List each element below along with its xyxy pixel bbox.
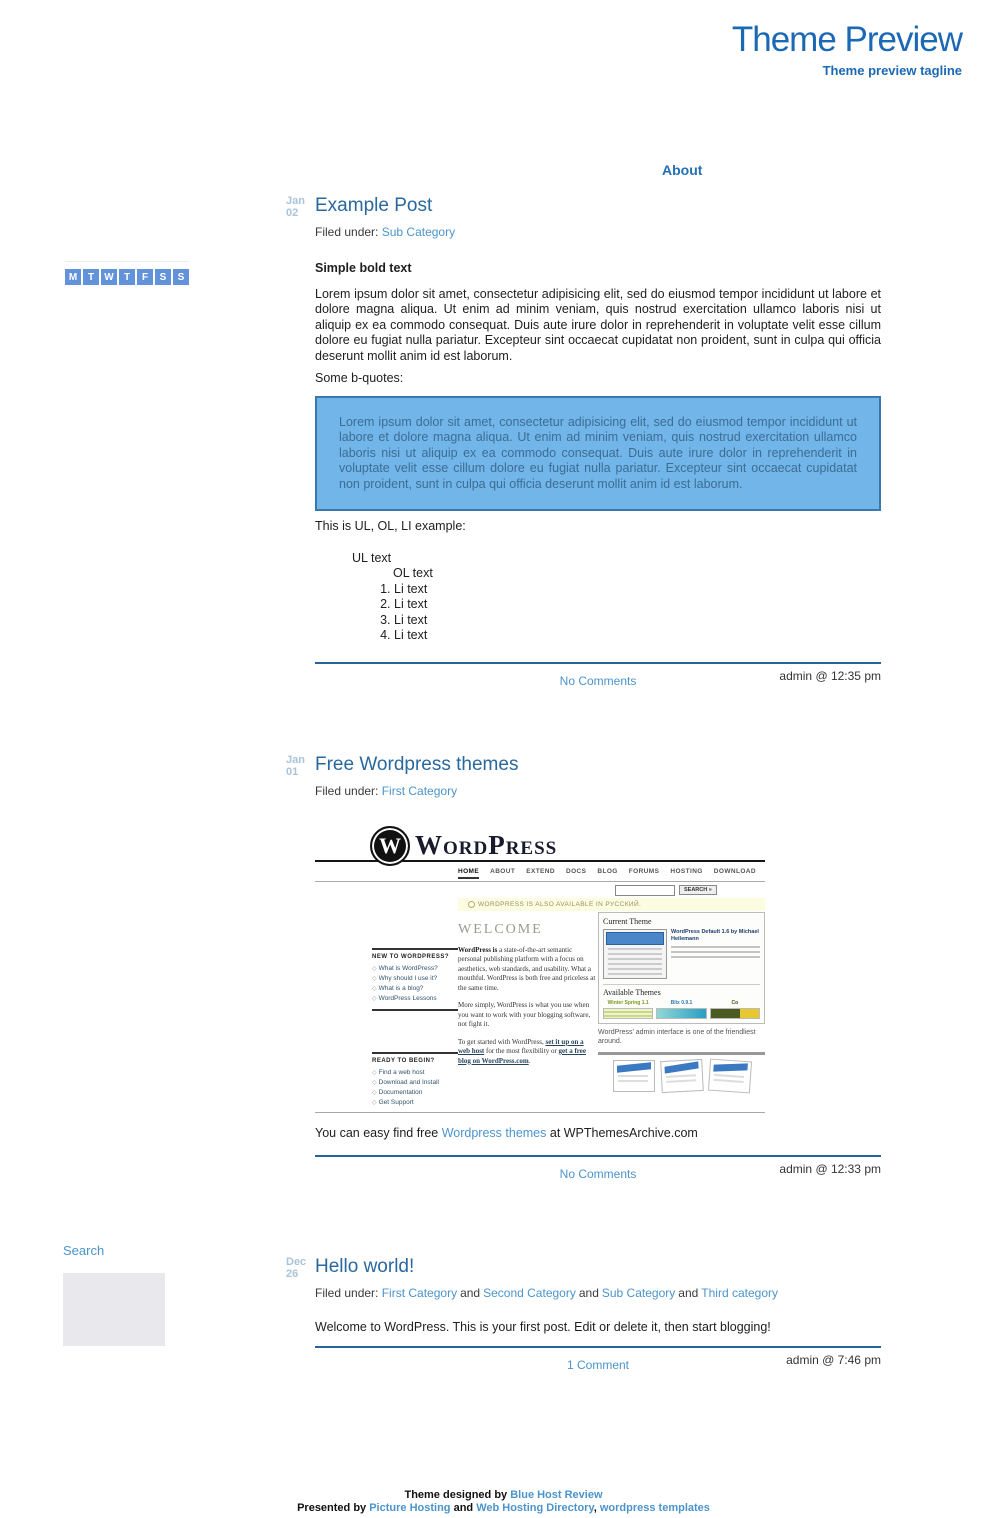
post-date [286,195,312,219]
globe-icon [468,901,475,908]
screenshot-sidebar-new [372,948,458,1011]
calendar-day-header: M [65,269,81,285]
screenshot-nav-item: ABOUT [490,867,516,875]
web-hosting-directory-link[interactable]: Web Hosting Directory [476,1502,594,1514]
footer-line-1 [0,1489,1007,1502]
current-theme-box [598,912,765,1024]
post-hello-world [286,1251,881,1378]
calendar-widget [65,261,189,285]
screenshot-search-input [615,885,675,896]
sidebar-link: ◇ What is a blog? [372,984,424,992]
theme-preview: Winter Spring 1.1 [603,1000,653,1019]
post-body [315,1126,881,1142]
footer-text: and [450,1502,477,1514]
post-filed-under [315,784,881,798]
screenshot-nav-item: BLOG [597,867,618,875]
theme-thumbnail [656,1008,706,1019]
body-text: at WPThemesArchive.com [546,1125,698,1140]
post-body [315,261,881,644]
post-date-month: Dec [286,1256,307,1268]
blue-host-review-link[interactable]: Blue Host Review [510,1489,603,1501]
screenshot-welcome-column [458,922,596,1067]
diamond-bullet-icon: ◇ [372,1079,377,1086]
screenshot-nav-item: EXTEND [526,867,555,875]
comments-link[interactable]: 1 Comment [566,1357,630,1372]
screenshot-search-button: SEARCH » [679,885,717,895]
wordpress-themes-link[interactable]: Wordpress themes [441,1125,547,1140]
sidebar-section-title: NEW TO WORDPRESS? [372,948,458,960]
post-meta-row [315,1155,881,1187]
category-link[interactable]: Sub Category [601,1286,676,1300]
footer-text: , [593,1502,600,1514]
comments-link[interactable]: No Comments [559,673,637,688]
wordpress-logotype: WordPress [415,830,558,860]
post-example-post [286,190,881,694]
calendar-day-headers [65,269,189,285]
footer-text: Theme designed by [404,1489,511,1501]
post-date-month: Jan [286,753,305,766]
blockquote: Lorem ipsum dolor sit amet, consectetur adipisicing elit, sed do eiusmod tempor incididunt ut labore et dolore magna aliqua. Ut enim ad minim veniam, quis nostrud exercitation ullamco laboris nisi ut aliquip ex ea commodo consequat. Duis aute irure dolor in reprehenderit in voluptate velit esse cillum dolore eu fugiat nulla pariatur. Excepteur sint occaecat cupidatat non proident, sunt in culpa qui officia deserunt mollit anim id est laborum. [315,396,881,512]
category-separator: and [678,1286,699,1300]
post-author-time: admin @ 7:46 pm [786,1352,881,1367]
post-date-month: Jan [286,195,305,207]
site-title[interactable]: Theme Preview [731,20,962,59]
theme-card-image [707,1058,751,1093]
filed-under-label: Filed under: [315,1286,379,1300]
diamond-bullet-icon: ◇ [372,1089,377,1096]
theme-cards-strip [598,1052,765,1092]
screenshot-nav [458,868,756,879]
ul-text-item: UL text [352,550,392,565]
post-body: Welcome to WordPress. This is your first post. Edit or delete it, then start blogging! [315,1320,771,1334]
category-list [382,1286,778,1300]
calendar-day-header: S [173,269,189,285]
category-link[interactable]: Sub Category [381,225,456,239]
search-placeholder-box [63,1273,165,1346]
post-title[interactable]: Example Post [315,195,433,216]
category-link[interactable]: Third category [701,1286,778,1300]
sidebar-link: ◇ Find a web host [372,1068,425,1076]
diamond-bullet-icon: ◇ [372,975,377,982]
diamond-bullet-icon: ◇ [372,965,377,972]
current-theme-name: WordPress Default 1.6 by Michael Heilemann [671,928,759,942]
diamond-bullet-icon: ◇ [372,985,377,992]
theme-card-image [660,1058,704,1092]
post-author-time: admin @ 12:35 pm [779,668,881,683]
theme-card-image [613,1060,655,1092]
post-filed-under [315,1286,881,1300]
sidebar-link: ◇ Get Support [372,1098,414,1106]
post-date-day: 26 [286,1268,299,1280]
sidebar-link: ◇ Download and Install [372,1078,439,1086]
footer [0,1489,1007,1515]
filed-under-label: Filed under: [315,783,379,798]
category-list [382,784,457,798]
wordpress-site-screenshot-image [315,824,765,1113]
post-free-wordpress-themes [286,749,881,1188]
category-link[interactable]: First Category [381,783,458,798]
screenshot-nav-item: FORUMS [628,867,660,875]
category-list [382,225,455,239]
post-title[interactable]: Free Wordpress themes [315,753,519,775]
sidebar-link: ◇ What is WordPress? [372,964,438,972]
wordpress-w-icon: W [370,826,410,866]
welcome-heading: WELCOME [458,921,543,937]
sidebar-links [372,964,458,1011]
diamond-bullet-icon: ◇ [372,1069,377,1076]
post-date [286,1256,312,1280]
footer-text: Presented by [297,1502,370,1514]
screenshot-nav-item: DOWNLOAD [713,867,756,875]
footer-line-2 [0,1502,1007,1515]
notice-text: WORDPRESS IS ALSO AVAILABLE IN РУССКИЙ. [478,900,642,908]
sidebar-link: ◇ Documentation [372,1088,423,1096]
category-link[interactable]: First Category [381,1286,458,1300]
category-separator: and [578,1286,599,1300]
filed-under-label: Filed under: [315,225,379,239]
ol-text-item: OL text [393,566,433,580]
diamond-bullet-icon: ◇ [372,995,377,1002]
wordpress-templates-link[interactable]: wordpress templates [599,1502,710,1514]
list-item: 2. Li text [394,597,881,613]
search-widget [63,1243,165,1346]
post-meta-row [315,1346,881,1378]
screenshot-nav-item: HOSTING [670,867,703,875]
calendar-day-header: F [137,269,153,285]
calendar-day-header: S [155,269,171,285]
screenshot-nav-item: HOME [458,868,479,879]
post-title[interactable]: Hello world! [315,1256,415,1277]
sidebar-link: ◇ WordPress Lessons [372,994,437,1002]
lorem-paragraph: Lorem ipsum dolor sit amet, consectetur adipisicing elit, sed do eiusmod tempor incididunt ut labore et dolore magna aliqua. Ut enim ad minim veniam, quis nostrud exercitation ullamco laboris nisi ut aliquip ex ea commodo consequat. Duis aute irure dolor in reprehenderit in voluptate velit esse cillum dolore eu fugiat nulla pariatur. Excepteur sint occaecat cupidatat non proident, sunt in culpa qui officia deserunt mollit anim id est laborum. [315,286,881,363]
post-filed-under [315,225,881,239]
post-date-day: 01 [286,765,299,778]
list-item: 1. Li text [394,582,881,598]
admin-interface-thumbnail [603,929,667,979]
ordered-list [315,582,881,644]
list-item: 3. Li text [394,613,881,629]
nav-link-about[interactable]: About [662,162,703,178]
screenshot-sidebar-begin [372,1052,458,1113]
available-themes-row [603,1000,760,1019]
post-date-day: 02 [286,207,299,219]
bold-text-line: Simple bold text [315,261,412,275]
current-theme-title: Current Theme [603,916,652,926]
screenshot-search [615,885,717,896]
blockquote-intro: Some b-quotes: [315,371,404,385]
available-themes-title: Available Themes [603,984,760,997]
screenshot-theme-column [598,912,765,1092]
welcome-paragraph-2: More simply, WordPress is what you use when you want to work with your blogging software, not fight it. [458,1001,591,1028]
sidebar-links [372,1068,458,1113]
theme-preview: Co [710,1000,760,1019]
admin-caption: WordPress' admin interface is one of the friendliest around. [598,1028,756,1045]
calendar-day-header: W [101,269,117,285]
diamond-bullet-icon: ◇ [372,1099,377,1106]
welcome-paragraph-1: WordPress is a state-of-the-art semantic personal publishing platform with a focus on aesthetics, web standards, and usability. What a mouthful. WordPress is both free and priceless at the same time. [458,945,596,992]
search-widget-title: Search [63,1243,105,1258]
calendar-day-header: T [119,269,135,285]
sidebar-link: ◇ Why should I use it? [372,974,438,982]
post-date [286,754,312,778]
theme-preview: Blix 0.9.1 [656,1000,706,1019]
post-author-time: admin @ 12:33 pm [779,1162,881,1176]
post-meta-row [315,662,881,694]
comments-link[interactable]: No Comments [559,1167,637,1181]
category-separator: and [460,1286,481,1300]
wordpress-logo [370,826,557,866]
theme-thumbnail [603,1008,653,1019]
picture-hosting-link[interactable]: Picture Hosting [369,1502,451,1514]
welcome-paragraph-3: To get started with WordPress, set it up on a web host for the most flexibility or get a free blog on WordPress.com. [458,1037,586,1065]
site-tagline: Theme preview tagline [822,63,962,78]
calendar-day-header: T [83,269,99,285]
screenshot-divider [315,881,765,882]
list-item: 4. Li text [394,628,881,644]
theme-thumbnail [710,1008,760,1019]
body-text: You can easy find free [315,1125,442,1140]
sidebar-section-title: READY TO BEGIN? [372,1052,458,1064]
main-content [286,190,881,1378]
screenshot-language-notice [458,898,765,911]
masthead [732,20,962,78]
list-example-intro: This is UL, OL, LI example: [315,519,466,533]
screenshot-nav-item: DOCS [565,867,587,875]
category-link[interactable]: Second Category [483,1286,576,1300]
